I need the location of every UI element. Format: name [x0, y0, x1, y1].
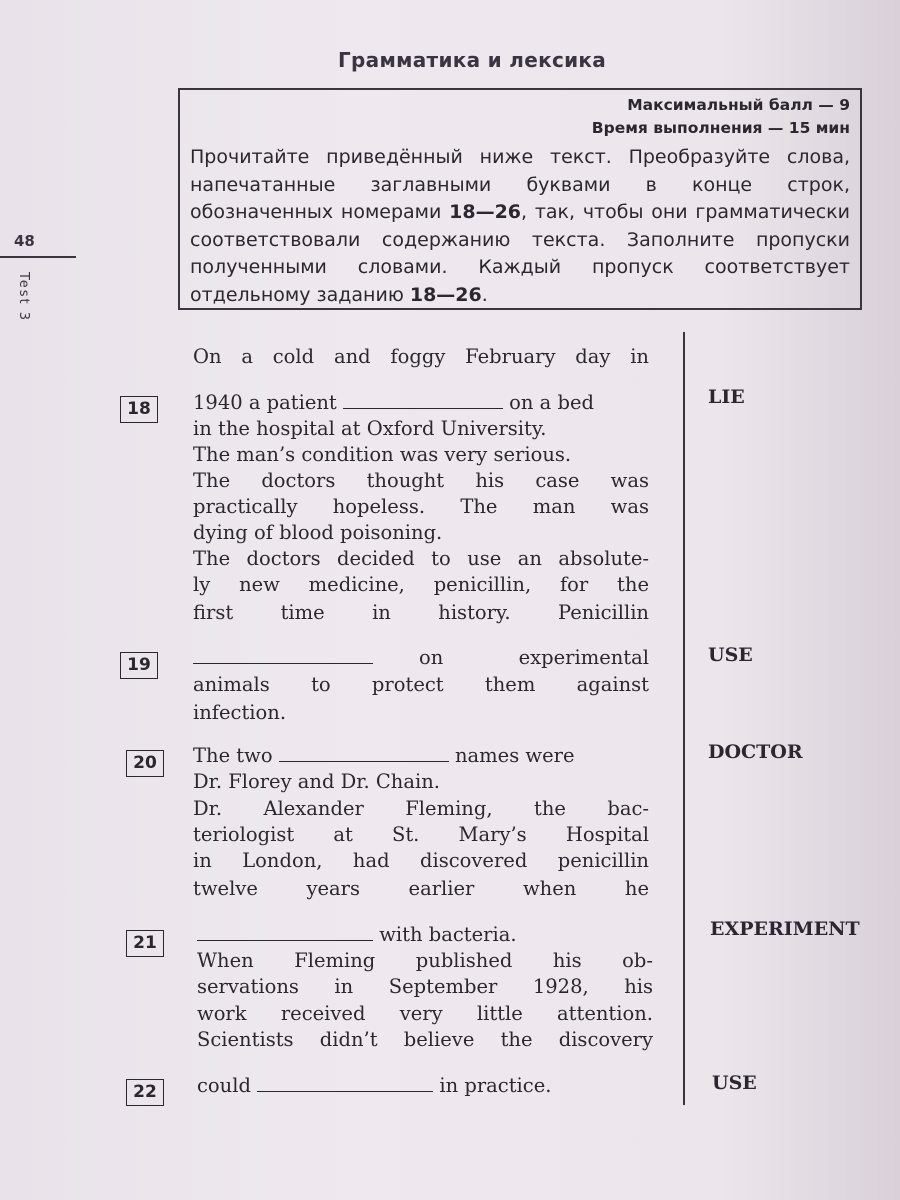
text-line: teriologist at St. Mary’s Hospital [193, 823, 649, 846]
text-line: animals to protect them against [193, 673, 649, 696]
text-line: The doctors thought his case was [193, 469, 649, 492]
text-line [197, 1073, 653, 1099]
text-line: in London, had discovered penicillin [193, 849, 649, 872]
text-line [197, 922, 653, 948]
task-range: 18—26 [409, 283, 482, 306]
text-fragment: could [197, 1074, 251, 1097]
time-limit: Время выполнения — 15 мин [591, 119, 850, 137]
running-head: Test 3 [16, 272, 31, 323]
keyword-20: DOCTOR [708, 741, 803, 763]
task-number-22: 22 [126, 1079, 164, 1106]
text-fragment: on a bed [509, 391, 594, 414]
instruction-text-end: . [481, 283, 488, 306]
text-line: dying of blood poisoning. [193, 521, 443, 544]
answer-blank-22[interactable] [257, 1073, 433, 1092]
text-line: first time in history. Penicillin [193, 601, 649, 624]
text-line: in the hospital at Oxford University. [193, 417, 547, 440]
keyword-19: USE [708, 644, 753, 666]
instruction-text-part2: , так, чтобы они грамматически соответствовали содержанию текста. Заполните пропуски полученными словами. Каждый пропуск соответствует отдельному заданию [190, 201, 850, 306]
text-fragment: 1940 a patient [193, 391, 337, 414]
text-line: work received very little attention. [197, 1002, 653, 1025]
text-line: twelve years earlier when he [193, 877, 649, 900]
instruction-text-part1: Прочитайте приведённый ниже текст. Преобразуйте слова, напечатанные заглавными буквами в конце строк, обозначенных номерами [190, 146, 850, 223]
task-number-18: 18 [120, 396, 158, 423]
section-title: Грамматика и лексика [338, 48, 607, 72]
keyword-18: LIE [708, 386, 745, 408]
task-number-20: 20 [126, 750, 164, 777]
text-fragment: with bacteria. [379, 923, 517, 946]
keyword-22: USE [712, 1072, 757, 1094]
answer-blank-18[interactable] [343, 390, 503, 409]
max-score: Максимальный балл — 9 [627, 96, 850, 114]
keyword-21: EXPERIMENT [710, 918, 860, 940]
text-line [193, 645, 649, 671]
text-line: ly new medicine, penicillin, for the [193, 573, 649, 596]
text-line: practically hopeless. The man was [193, 495, 649, 518]
page-number: 48 [14, 232, 35, 250]
text-line [193, 390, 649, 416]
task-range: 18—26 [449, 201, 522, 223]
text-line [193, 743, 649, 769]
answer-blank-21[interactable] [197, 922, 373, 941]
text-line: The doctors decided to use an absolute- [193, 547, 649, 570]
text-line: The man’s condition was very serious. [193, 443, 572, 466]
text-line: Dr. Alexander Fleming, the bac- [193, 797, 649, 820]
task-number-19: 19 [120, 652, 158, 679]
answer-blank-19[interactable] [193, 645, 373, 664]
instruction-box [178, 88, 862, 310]
page-number-rule [0, 256, 76, 258]
instruction-text [190, 144, 850, 309]
text-line: On a cold and foggy February day in [193, 345, 649, 368]
text-line: infection. [193, 701, 287, 724]
text-fragment: The two [193, 744, 273, 767]
text-line: servations in September 1928, his [197, 975, 653, 998]
text-line: When Fleming published his ob- [197, 949, 653, 972]
task-number-21: 21 [126, 930, 164, 957]
text-fragment: names were [454, 744, 575, 767]
text-fragment: on experimental [419, 646, 649, 669]
text-line: Scientists didn’t believe the discovery [197, 1028, 653, 1051]
text-line: Dr. Florey and Dr. Chain. [193, 770, 440, 793]
text-fragment: in practice. [439, 1074, 552, 1097]
column-divider [683, 332, 685, 1105]
answer-blank-20[interactable] [279, 743, 449, 762]
